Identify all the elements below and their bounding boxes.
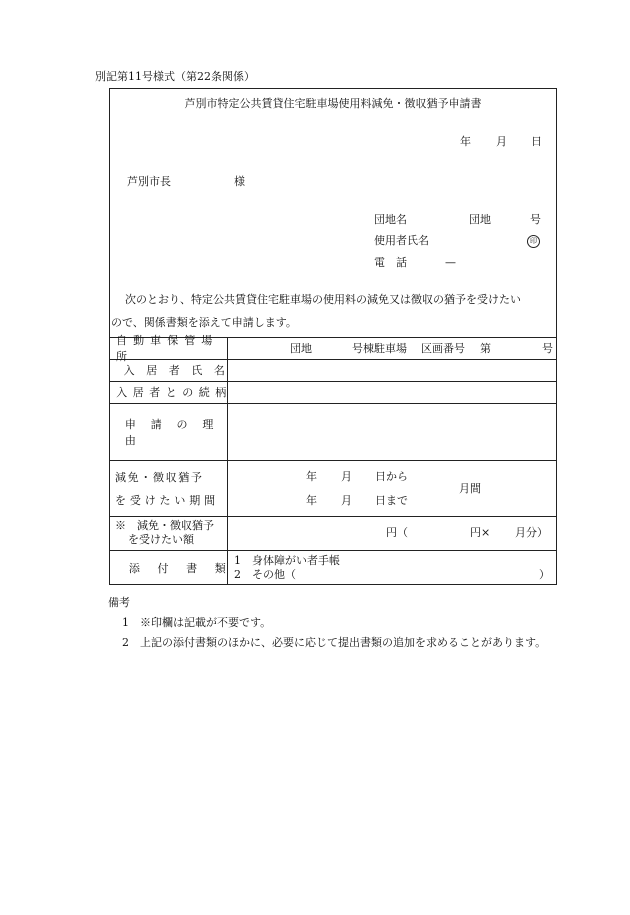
period-to-year: 年 xyxy=(306,494,317,507)
amount-yen: 円（ xyxy=(386,526,408,539)
seal-icon: 印 xyxy=(527,234,540,248)
attachment-item-1: 1 身体障がい者手帳 xyxy=(234,554,340,567)
period-from-month: 月 xyxy=(341,470,352,483)
divider xyxy=(110,516,556,517)
number-suffix: 号 xyxy=(530,213,541,226)
storage-place-label: 自動車保管場所 xyxy=(116,334,219,363)
note-item: 2 上記の添付書類のほかに、必要に応じて提出書類の追加を求めることがあります。 xyxy=(122,636,547,649)
relation-label: 入居者との続柄 xyxy=(116,386,232,399)
form-number-caption: 別記第11号様式（第22条関係） xyxy=(95,70,255,83)
period-from-year: 年 xyxy=(306,470,317,483)
storage-complex: 団地 xyxy=(290,342,312,355)
period-to-day: 日まで xyxy=(375,494,408,507)
storage-lot: 号棟駐車場 xyxy=(352,342,407,355)
complex-suffix: 団地 xyxy=(469,213,491,226)
complex-name-label: 団地名 xyxy=(374,213,407,226)
date-day: 日 xyxy=(531,135,542,148)
divider xyxy=(110,460,556,461)
reason-label: 申請の理由 xyxy=(124,417,229,447)
attachment-item-2-close: ） xyxy=(539,568,550,581)
amount-label-1: ※ 減免・徴収猶予 xyxy=(115,519,214,532)
storage-section: 区画番号 xyxy=(421,342,465,355)
period-from-day: 日から xyxy=(375,470,408,483)
attachments-label: 添付書類 xyxy=(128,561,244,575)
storage-no: 第 xyxy=(480,342,491,355)
amount-months: 月分） xyxy=(515,526,548,539)
body-text-line1: 次のとおり、特定公共賃貸住宅駐車場の使用料の減免又は徴収の猶予を受けたい xyxy=(125,293,521,306)
phone-separator: — xyxy=(445,256,456,269)
date-month: 月 xyxy=(496,135,507,148)
amount-per-month: 円× xyxy=(470,526,491,539)
attachment-item-2: 2 その他（ xyxy=(234,568,296,581)
period-label-1: 減免・徴収猶予 xyxy=(115,471,204,484)
period-label-2: を受けたい期間 xyxy=(115,494,219,507)
application-form xyxy=(109,88,557,585)
addressee: 芦別市長 xyxy=(127,175,171,188)
period-to-month: 月 xyxy=(341,494,352,507)
resident-name-label: 入居者氏名 xyxy=(123,364,237,377)
phone-label: 電 話 xyxy=(374,256,407,269)
notes-title: 備考 xyxy=(108,596,130,609)
body-text-line2: ので、関係書類を添えて申請します。 xyxy=(111,316,297,329)
date-year: 年 xyxy=(460,135,471,148)
honorific: 様 xyxy=(234,175,245,188)
form-title: 芦別市特定公共賃貸住宅駐車場使用料減免・徴収猶予申請書 xyxy=(184,97,482,110)
storage-number: 号 xyxy=(542,342,553,355)
note-item: 1 ※印欄は記載が不要です。 xyxy=(122,616,272,629)
period-months: 月間 xyxy=(459,482,481,495)
amount-label-2: を受けたい額 xyxy=(128,533,194,546)
user-name-label: 使用者氏名 xyxy=(374,234,429,247)
